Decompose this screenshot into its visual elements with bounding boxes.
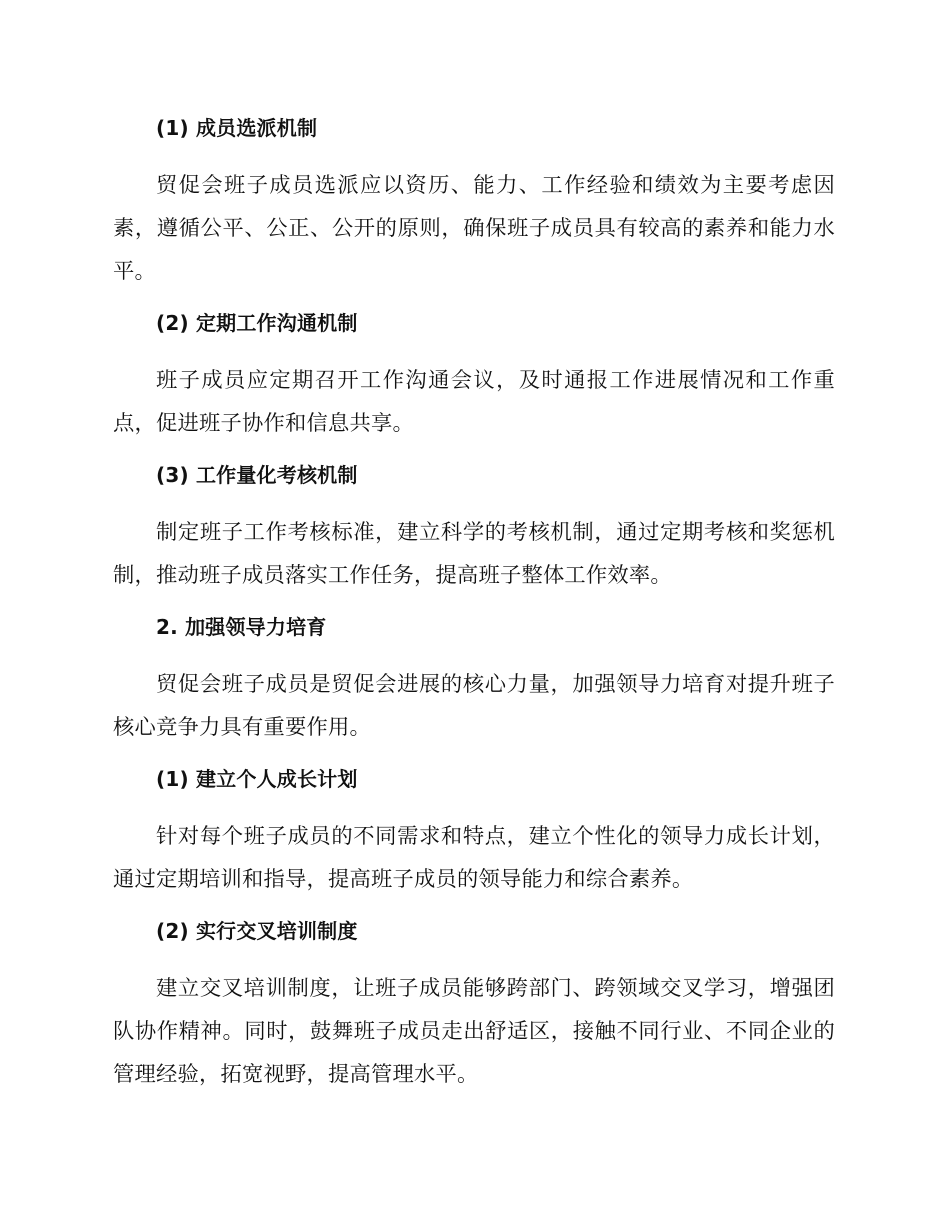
section-heading: (2) 定期工作沟通机制 [156,311,358,335]
section-heading: (1) 成员选派机制 [156,116,318,140]
section-heading: (1) 建立个人成长计划 [156,767,358,791]
document-body [113,109,835,1096]
section-paragraph: 制定班子工作考核标准，建立科学的考核机制，通过定期考核和奖惩机制，推动班子成员落实工作任务，提高班子整体工作效率。 [113,520,835,588]
section-paragraph: 贸促会班子成员是贸促会进展的核心力量，加强领导力培育对提升班子核心竞争力具有重要作用。 [113,672,835,740]
section-heading: 2. 加强领导力培育 [156,615,327,639]
section-heading: (2) 实行交叉培训制度 [156,919,358,943]
section-paragraph: 班子成员应定期召开工作沟通会议，及时通报工作进展情况和工作重点，促进班子协作和信息共享。 [113,368,835,436]
section-paragraph: 贸促会班子成员选派应以资历、能力、工作经验和绩效为主要考虑因素，遵循公平、公正、公开的原则，确保班子成员具有较高的素养和能力水平。 [113,173,835,284]
section-paragraph: 建立交叉培训制度，让班子成员能够跨部门、跨领域交叉学习，增强团队协作精神。同时，鼓舞班子成员走出舒适区，接触不同行业、不同企业的管理经验，拓宽视野，提高管理水平。 [113,976,835,1087]
section-heading: (3) 工作量化考核机制 [156,463,358,487]
section-paragraph: 针对每个班子成员的不同需求和特点，建立个性化的领导力成长计划，通过定期培训和指导，提高班子成员的领导能力和综合素养。 [113,824,835,892]
